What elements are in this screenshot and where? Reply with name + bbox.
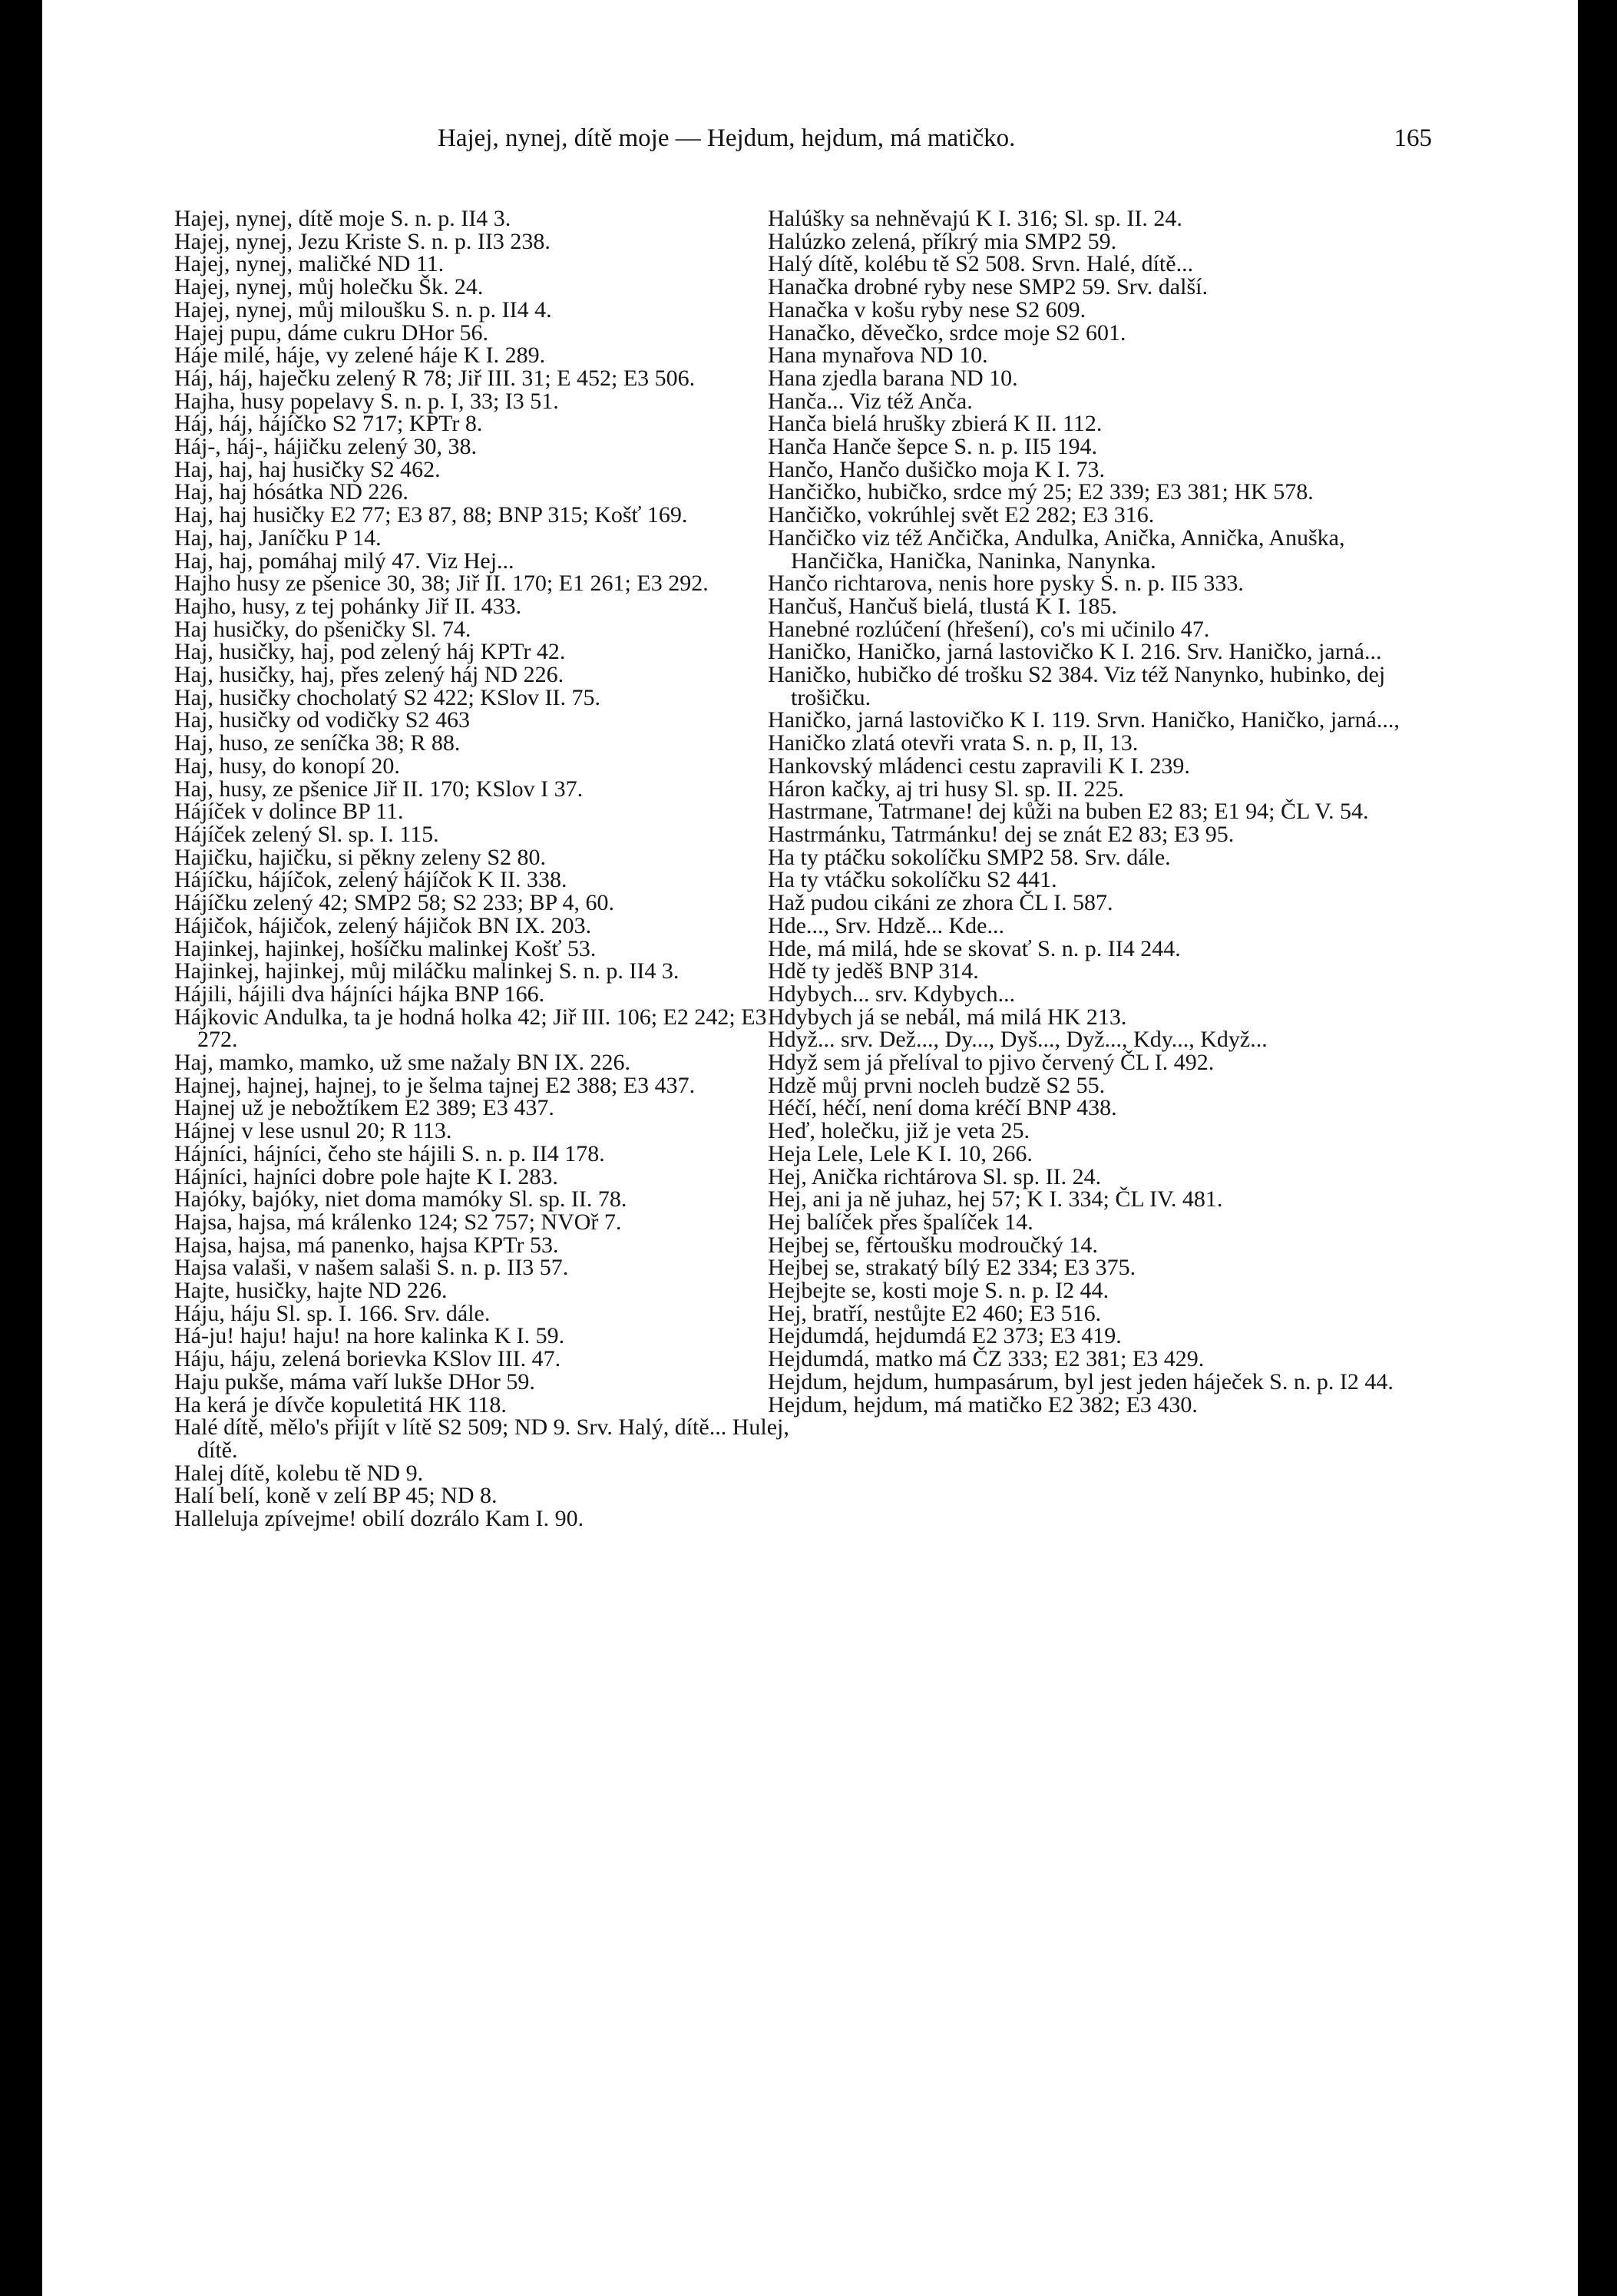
index-entry: Hdybych já se nebál, má milá HK 213.	[768, 1004, 1127, 1030]
running-header	[180, 124, 1432, 167]
index-entry: Hájkovic Andulka, ta je hodná holka 42; Jiř III. 106; E2 242; E3 272.	[174, 1004, 767, 1053]
index-entry: Héčí, héčí, není doma kréčí BNP 438.	[768, 1095, 1117, 1121]
index-entry: Hajej pupu, dáme cukru DHor 56.	[174, 319, 489, 346]
index-entry: Haj, haj husičky E2 77; E3 87, 88; BNP 315; Košť 169.	[174, 502, 688, 528]
index-entry: Hajičku, hajičku, si pěkny zeleny S2 80.	[174, 844, 547, 870]
index-entry: Halleluja zpívejme! obilí dozrálo Kam I. 90.	[174, 1506, 584, 1532]
index-entry: Halej dítě, kolebu tě ND 9.	[174, 1460, 424, 1486]
index-entry: Haj, husičky chocholatý S2 422; KSlov II. 75.	[174, 684, 600, 710]
index-entry: Hájili, hájili dva hájníci hájka BNP 166.	[174, 981, 545, 1007]
index-entry: Haj, haj hósátka ND 226.	[174, 479, 408, 505]
index-entry: Hančičko viz též Ančička, Andulka, Anička, Annička, Anuška, Hančička, Hanička, Naninka, Nanynka.	[768, 524, 1345, 574]
index-entry: Hanča bielá hrušky zbierá K II. 112.	[768, 411, 1103, 437]
index-entry: Hastrmane, Tatrmane! dej kůži na buben E2 83; E1 94; ČL V. 54.	[768, 799, 1369, 825]
index-entry: Hejdumdá, hejdumdá E2 373; E3 419.	[768, 1323, 1122, 1349]
index-entry: Haničko zlatá otevři vrata S. n. p, II, 13.	[768, 730, 1139, 756]
index-entry: Haj, husičky, haj, pod zelený háj KPTr 42.	[174, 639, 566, 665]
index-entry: Hejdumdá, matko má ČZ 333; E2 381; E3 429.	[768, 1346, 1205, 1372]
index-entry: Hej balíček přes špalíček 14.	[768, 1209, 1033, 1235]
index-entry: Ha kerá je dívče kopuletitá HK 118.	[174, 1391, 507, 1418]
index-entry: Haju pukše, máma vaří lukše DHor 59.	[174, 1368, 535, 1394]
index-entry: Hanča... Viz též Anča.	[768, 388, 973, 414]
index-entry: Háj, háj, hájíčko S2 717; KPTr 8.	[174, 411, 483, 437]
index-entry: Haj, husičky od vodičky S2 463	[174, 707, 470, 733]
index-entry: Hdybych... srv. Kdybych...	[768, 981, 1016, 1007]
index-entry: Hájníci, hájníci, čeho ste hájili S. n. p. II4 178.	[174, 1140, 605, 1166]
index-entry: Hej, Anička richtárova Sl. sp. II. 24.	[768, 1163, 1102, 1189]
index-entry: Hdyž sem já přelíval to pjivo červený ČL I. 492.	[768, 1050, 1215, 1076]
index-entry: Há-ju! haju! haju! na hore kalinka K I. 59.	[174, 1323, 565, 1349]
index-entry: Haj, husy, do konopí 20.	[174, 753, 400, 779]
index-entry: Hájíček v dolince BP 11.	[174, 799, 404, 825]
index-entry: Hej, ani ja ně juhaz, hej 57; K I. 334; ČL IV. 481.	[768, 1186, 1223, 1213]
index-entry: Hájnej v lese usnul 20; R 113.	[174, 1118, 452, 1144]
index-entry: Haj, haj, pomáhaj milý 47. Viz Hej...	[174, 548, 514, 574]
index-entry: Haj, husy, ze pšenice Jiř II. 170; KSlov I 37.	[174, 776, 584, 802]
index-entry: Halí belí, koně v zelí BP 45; ND 8.	[174, 1483, 498, 1509]
index-entry: Heja Lele, Lele K I. 10, 266.	[768, 1140, 1033, 1166]
index-entry: Haj, husičky, haj, přes zelený háj ND 226.	[174, 662, 564, 688]
index-entry: Heď, holečku, již je veta 25.	[768, 1118, 1030, 1144]
index-entry: Hejdum, hejdum, humpasárum, byl jest jeden háječek S. n. p. I2 44.	[768, 1368, 1394, 1394]
index-entry: Háj, háj, haječku zelený R 78; Jiř III. 31; E 452; E3 506.	[174, 365, 696, 391]
index-entry: Hankovský mládenci cestu zapravili K I. 239.	[768, 753, 1190, 779]
index-entry: Hejbej se, strakatý bílý E2 334; E3 375.	[768, 1255, 1136, 1281]
index-entry: Hejdum, hejdum, má matičko E2 382; E3 430.	[768, 1391, 1198, 1418]
index-entry: Hdzě můj prvni nocleh budzě S2 55.	[768, 1072, 1106, 1098]
index-entry: Halé dítě, mělo's přijít v lítě S2 509; ND 9. Srv. Halý, dítě... Hulej, dítě.	[174, 1414, 789, 1463]
index-entry: Hajej, nynej, maličké ND 11.	[174, 251, 445, 277]
index-entry: Hájíček zelený Sl. sp. I. 115.	[174, 821, 439, 847]
index-entry: Hanebné rozlúčení (hřešení), co's mi učinilo 47.	[768, 616, 1210, 642]
index-entry: Hančo, Hančo dušičko moja K I. 73.	[768, 456, 1106, 482]
index-entry: Háju, háju, zelená borievka KSlov III. 47.	[174, 1346, 561, 1372]
index-entry: Hajnej už je nebožtíkem E2 389; E3 437.	[174, 1095, 554, 1121]
index-entry: Hajej, nynej, můj miloušku S. n. p. II4 4.	[174, 296, 552, 323]
index-entry: Haj, mamko, mamko, už sme nažaly BN IX. 226.	[174, 1050, 631, 1076]
index-entry: Haj, huso, ze seníčka 38; R 88.	[174, 730, 461, 756]
index-entry: Hajinkej, hajinkej, hošíčku malinkej Košť 53.	[174, 935, 597, 961]
index-entry: Hejbej se, fěrtoušku modroučký 14.	[768, 1232, 1098, 1258]
index-entry: Hajte, husičky, hajte ND 226.	[174, 1278, 448, 1304]
book-page	[42, 0, 1578, 2296]
index-entry: Halý dítě, kolébu tě S2 508. Srvn. Halé, dítě...	[768, 251, 1194, 277]
index-entry: Hančičko, hubičko, srdce mý 25; E2 339; E3 381; HK 578.	[768, 479, 1314, 505]
index-entry: Haj, haj, haj husičky S2 462.	[174, 456, 441, 482]
index-entry: Hajóky, bajóky, niet doma mamóky Sl. sp. II. 78.	[174, 1186, 627, 1213]
index-entry: Halúzko zelená, příkrý mia SMP2 59.	[768, 228, 1117, 254]
index-entry: Hajha, husy popelavy S. n. p. I, 33; I3 51.	[174, 388, 559, 414]
index-entry: Hájíčku, hájíčok, zelený hájíčok K II. 338.	[174, 867, 567, 893]
index-entry: Hana mynařova ND 10.	[768, 342, 988, 369]
index-entry: Hanačko, děvečko, srdce moje S2 601.	[768, 319, 1126, 346]
right-column	[768, 207, 1405, 1416]
index-entry: Hdyž... srv. Dež..., Dy..., Dyš..., Dyž..., Kdy..., Když...	[768, 1027, 1268, 1053]
index-entry: Hájičok, hájičok, zelený hájičok BN IX. 203.	[174, 912, 592, 938]
left-column	[174, 207, 812, 1530]
index-entry: Hajinkej, hajinkej, můj miláčku malinkej S. n. p. II4 3.	[174, 958, 680, 984]
index-entry: Haničko, Haničko, jarná lastovičko K I. 216. Srv. Haničko, jarná...	[768, 639, 1382, 665]
index-entry: Hajej, nynej, můj holečku Šk. 24.	[174, 274, 484, 300]
index-entry: Hejbejte se, kosti moje S. n. p. I2 44.	[768, 1278, 1109, 1304]
index-entry: Hančičko, vokrúhlej svět E2 282; E3 316.	[768, 502, 1155, 528]
index-entry: Hanačka drobné ryby nese SMP2 59. Srv. další.	[768, 274, 1208, 300]
index-entry: Háj-, háj-, hájičku zelený 30, 38.	[174, 434, 478, 460]
index-entry: Hájíčku zelený 42; SMP2 58; S2 233; BP 4, 60.	[174, 890, 615, 916]
index-entry: Hajsa, hajsa, má králenko 124; S2 757; NVOř 7.	[174, 1209, 622, 1235]
index-entry: Haž pudou cikáni ze zhora ČL I. 587.	[768, 890, 1113, 916]
index-entry: Hajsa, hajsa, má panenko, hajsa KPTr 53.	[174, 1232, 559, 1258]
index-entry: Háje milé, háje, vy zelené háje K I. 289.	[174, 342, 546, 369]
index-entry: Halúšky sa nehněvajú K I. 316; Sl. sp. II. 24.	[768, 206, 1182, 231]
index-entry: Hančuš, Hančuš bielá, tlustá K I. 185.	[768, 593, 1117, 619]
index-entry: Hastrmánku, Tatrmánku! dej se znát E2 83; E3 95.	[768, 821, 1235, 847]
index-entry: Ha ty ptáčku sokolíčku SMP2 58. Srv. dále.	[768, 844, 1171, 870]
index-entry: Hájníci, hajníci dobre pole hajte K I. 283.	[174, 1163, 558, 1189]
index-entry: Haničko, jarná lastovičko K I. 119. Srvn. Haničko, Haničko, jarná...,	[768, 707, 1400, 733]
index-entry: Hančo richtarova, nenis hore pysky S. n. p. II5 333.	[768, 571, 1244, 597]
index-entry: Hajsa valaši, v našem salaši S. n. p. II3 57.	[174, 1255, 569, 1281]
index-entry: Háju, háju Sl. sp. I. 166. Srv. dále.	[174, 1300, 491, 1326]
index-entry: Háron kačky, aj tri husy Sl. sp. II. 225.	[768, 776, 1124, 802]
page-number: 165	[1394, 124, 1432, 152]
index-entry: Hajho, husy, z tej pohánky Jiř II. 433.	[174, 593, 522, 619]
index-entry: Hanačka v košu ryby nese S2 609.	[768, 296, 1086, 323]
index-entry: Ha ty vtáčku sokolíčku S2 441.	[768, 867, 1057, 893]
index-entry: Haničko, hubičko dé trošku S2 384. Viz též Nanynko, hubinko, dej trošičku.	[768, 662, 1386, 710]
index-entry: Hajej, nynej, dítě moje S. n. p. II4 3.	[174, 206, 511, 231]
index-entry: Haj husičky, do pšeničky Sl. 74.	[174, 616, 471, 642]
index-entry: Hanča Hanče šepce S. n. p. II5 194.	[768, 434, 1098, 460]
index-entry: Hej, bratří, nestůjte E2 460; E3 516.	[768, 1300, 1102, 1326]
index-entry: Hana zjedla barana ND 10.	[768, 365, 1018, 391]
index-entry: Hde..., Srv. Hdzě... Kde...	[768, 912, 1004, 938]
index-entry: Hde, má milá, hde se skovať S. n. p. II4 244.	[768, 935, 1181, 961]
index-entry: Hdě ty jeděš BNP 314.	[768, 958, 979, 984]
index-entry: Hajej, nynej, Jezu Kriste S. n. p. II3 238.	[174, 228, 551, 254]
index-entry: Hajnej, hajnej, hajnej, to je šelma tajnej E2 388; E3 437.	[174, 1072, 696, 1098]
running-title: Hajej, nynej, dítě moje — Hejdum, hejdum, má matičko.	[438, 124, 1016, 152]
index-entry: Haj, haj, Janíčku P 14.	[174, 524, 382, 551]
index-entry: Hajho husy ze pšenice 30, 38; Jiř II. 170; E1 261; E3 292.	[174, 571, 709, 597]
